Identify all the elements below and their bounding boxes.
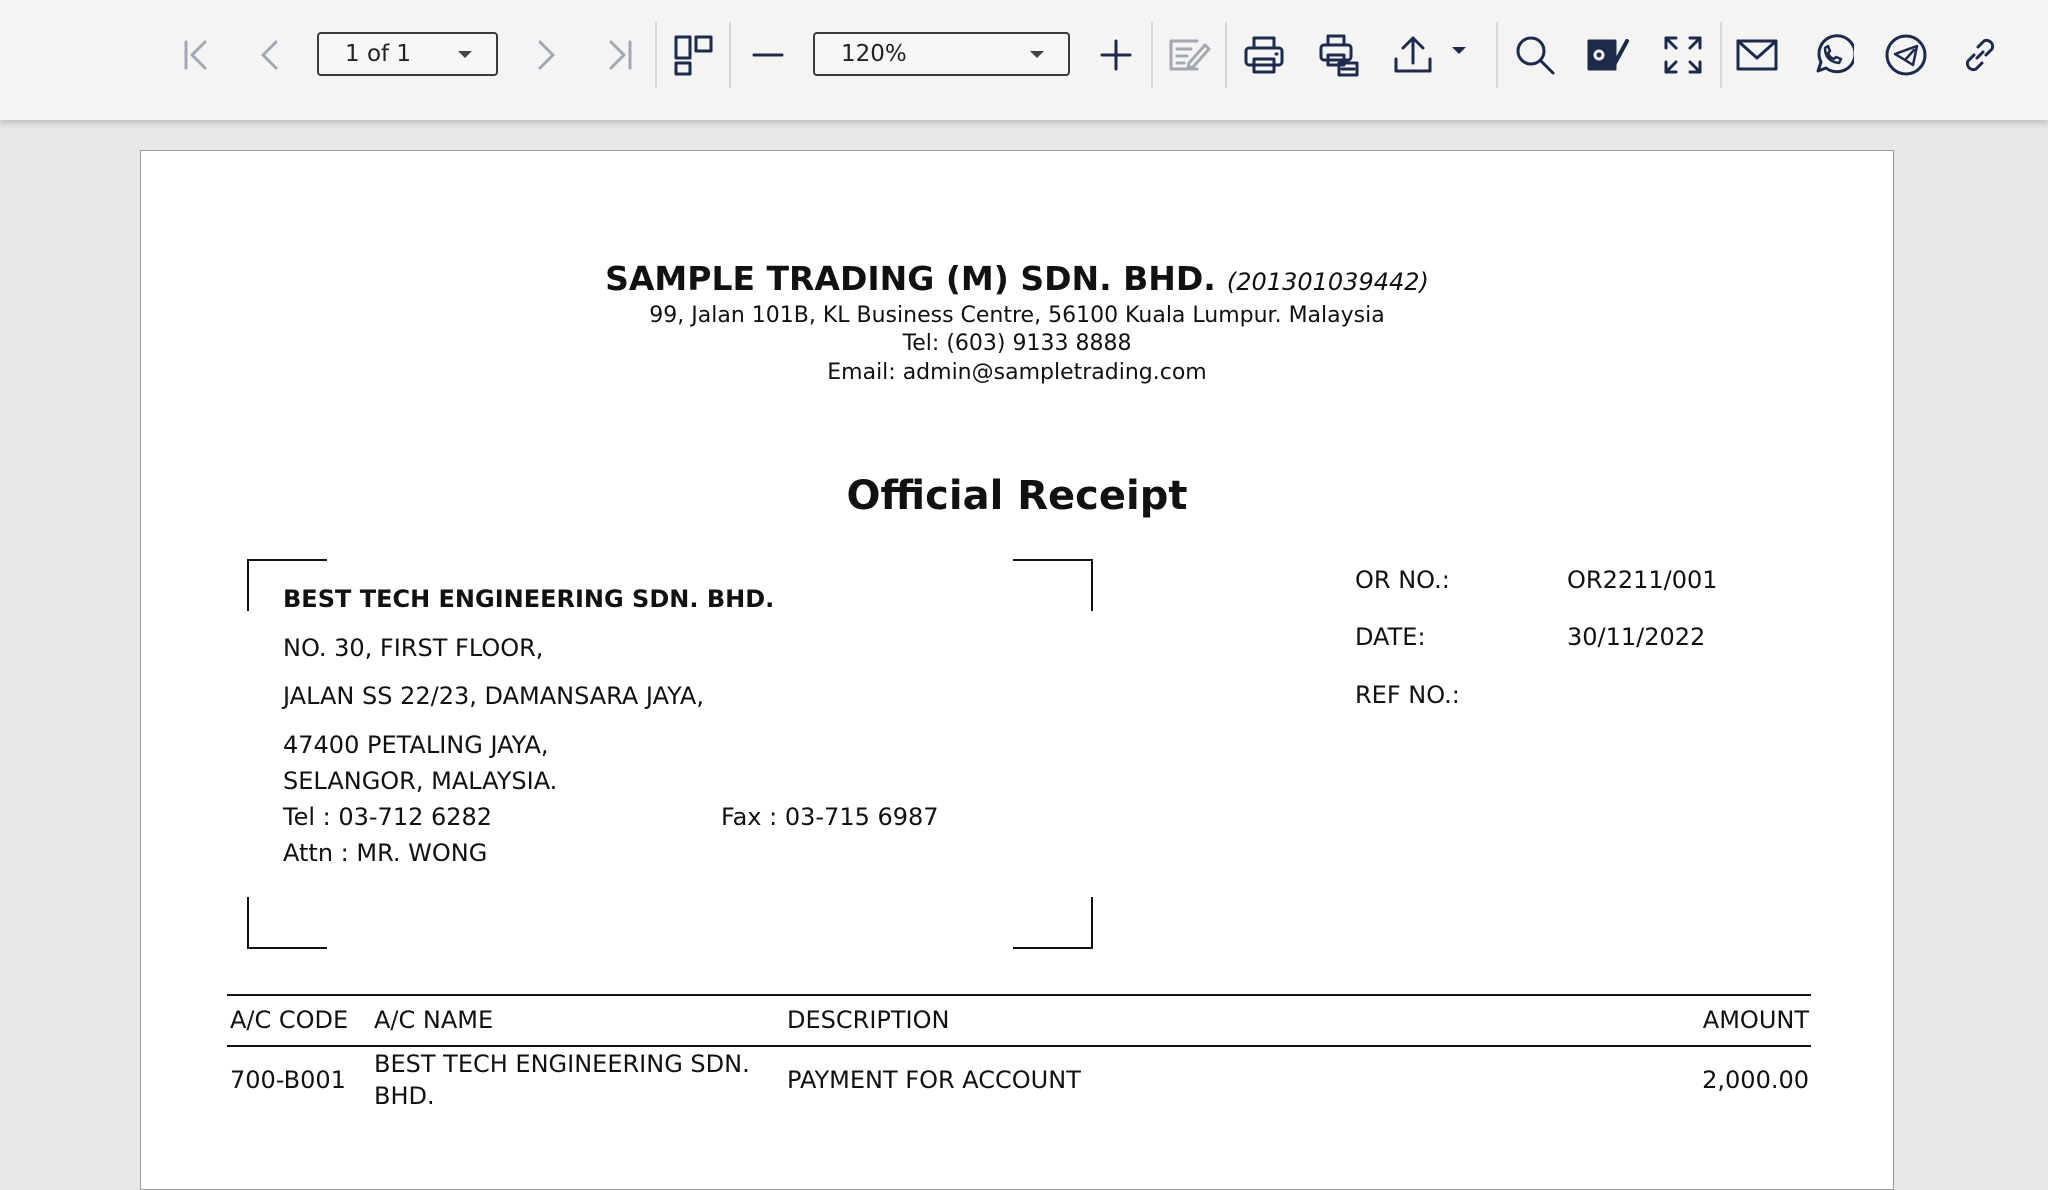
- recipient-address-line: SELANGOR, MALAYSIA.: [283, 767, 558, 795]
- telegram-button[interactable]: [1875, 24, 1937, 86]
- toolbar-separator: [1496, 22, 1498, 88]
- page-selector[interactable]: [317, 32, 498, 76]
- cell-amount: 2,000.00: [1702, 1066, 1809, 1094]
- company-header: [141, 259, 1893, 298]
- chevron-down-icon: [458, 51, 472, 58]
- link-button[interactable]: [1949, 24, 2011, 86]
- fullscreen-button[interactable]: [1652, 24, 1714, 86]
- company-address: 99, Jalan 101B, KL Business Centre, 56100 Kuala Lumpur. Malaysia: [649, 303, 1385, 328]
- table-header-rule: [227, 1045, 1811, 1047]
- search-button[interactable]: [1504, 24, 1566, 86]
- document-page: [140, 150, 1894, 1190]
- export-icon: [1391, 33, 1435, 77]
- address-frame-corner: [1013, 559, 1093, 611]
- cell-description: PAYMENT FOR ACCOUNT: [787, 1066, 1081, 1094]
- last-page-button[interactable]: [588, 24, 650, 86]
- toolbar-separator: [729, 22, 731, 88]
- address-frame-corner: [247, 897, 327, 949]
- sign-document-icon: [1586, 33, 1630, 77]
- email-icon: [1735, 33, 1779, 77]
- first-page-button[interactable]: [166, 24, 228, 86]
- receipt-title: Official Receipt: [846, 473, 1188, 519]
- recipient-address-line: NO. 30, FIRST FLOOR,: [283, 634, 544, 662]
- toolbar-separator: [1151, 22, 1153, 88]
- cell-ac-code: 700-B001: [230, 1066, 346, 1094]
- edit-button[interactable]: [1158, 24, 1220, 86]
- next-page-button[interactable]: [514, 24, 576, 86]
- print-button[interactable]: [1233, 24, 1295, 86]
- link-icon: [1958, 33, 2002, 77]
- print-options-icon: [1317, 33, 1361, 77]
- date-value: 30/11/2022: [1567, 623, 1706, 651]
- zoom-in-icon: [1094, 33, 1138, 77]
- first-page-icon: [175, 33, 219, 77]
- or-no-label: OR NO.:: [1355, 566, 1450, 594]
- zoom-selector[interactable]: [813, 32, 1070, 76]
- recipient-name: BEST TECH ENGINEERING SDN. BHD.: [283, 585, 775, 613]
- company-email: Email: admin@sampletrading.com: [827, 360, 1207, 385]
- telegram-icon: [1884, 33, 1928, 77]
- zoom-level: 120%: [841, 41, 907, 67]
- table-top-rule: [227, 994, 1811, 996]
- recipient-tel: Tel : 03-712 6282: [283, 803, 493, 831]
- column-header-ac-code: A/C CODE: [230, 1006, 349, 1034]
- address-frame-corner: [1013, 897, 1093, 949]
- column-header-description: DESCRIPTION: [787, 1006, 950, 1034]
- email-button[interactable]: [1726, 24, 1788, 86]
- company-registration-number: (201301039442): [1226, 268, 1429, 296]
- zoom-in-button[interactable]: [1085, 24, 1147, 86]
- print-icon: [1242, 33, 1286, 77]
- next-page-icon: [523, 33, 567, 77]
- thumbnails-button[interactable]: [662, 24, 724, 86]
- ref-no-label: REF NO.:: [1355, 681, 1460, 709]
- toolbar-separator: [1720, 22, 1722, 88]
- cell-ac-name: BEST TECH ENGINEERING SDN.: [374, 1050, 750, 1078]
- page-indicator: 1 of 1: [345, 41, 412, 67]
- zoom-out-button[interactable]: [737, 24, 799, 86]
- fullscreen-icon: [1661, 33, 1705, 77]
- company-name: SAMPLE TRADING (M) SDN. BHD.: [605, 259, 1216, 298]
- export-button[interactable]: [1382, 24, 1444, 86]
- recipient-address-line: 47400 PETALING JAYA,: [283, 731, 549, 759]
- edit-icon: [1167, 33, 1211, 77]
- date-label: DATE:: [1355, 623, 1426, 651]
- column-header-ac-name: A/C NAME: [374, 1006, 494, 1034]
- toolbar-separator: [655, 22, 657, 88]
- thumbnails-icon: [671, 33, 715, 77]
- column-header-amount: AMOUNT: [1702, 1006, 1809, 1034]
- company-tel: Tel: (603) 9133 8888: [902, 331, 1132, 356]
- whatsapp-button[interactable]: [1801, 24, 1863, 86]
- recipient-attn: Attn : MR. WONG: [283, 839, 488, 867]
- search-icon: [1513, 33, 1557, 77]
- or-no-value: OR2211/001: [1567, 566, 1718, 594]
- zoom-out-icon: [746, 33, 790, 77]
- print-options-button[interactable]: [1308, 24, 1370, 86]
- cell-ac-name-continued: BHD.: [374, 1082, 435, 1110]
- toolbar-separator: [1225, 22, 1227, 88]
- previous-page-icon: [249, 33, 293, 77]
- export-dropdown-caret-icon[interactable]: [1452, 47, 1466, 54]
- chevron-down-icon: [1030, 51, 1044, 58]
- sign-document-button[interactable]: [1577, 24, 1639, 86]
- viewer-toolbar: [0, 0, 2048, 120]
- recipient-address-line: JALAN SS 22/23, DAMANSARA JAYA,: [283, 682, 704, 710]
- last-page-icon: [597, 33, 641, 77]
- recipient-fax: Fax : 03-715 6987: [721, 803, 939, 831]
- whatsapp-icon: [1810, 33, 1854, 77]
- previous-page-button[interactable]: [240, 24, 302, 86]
